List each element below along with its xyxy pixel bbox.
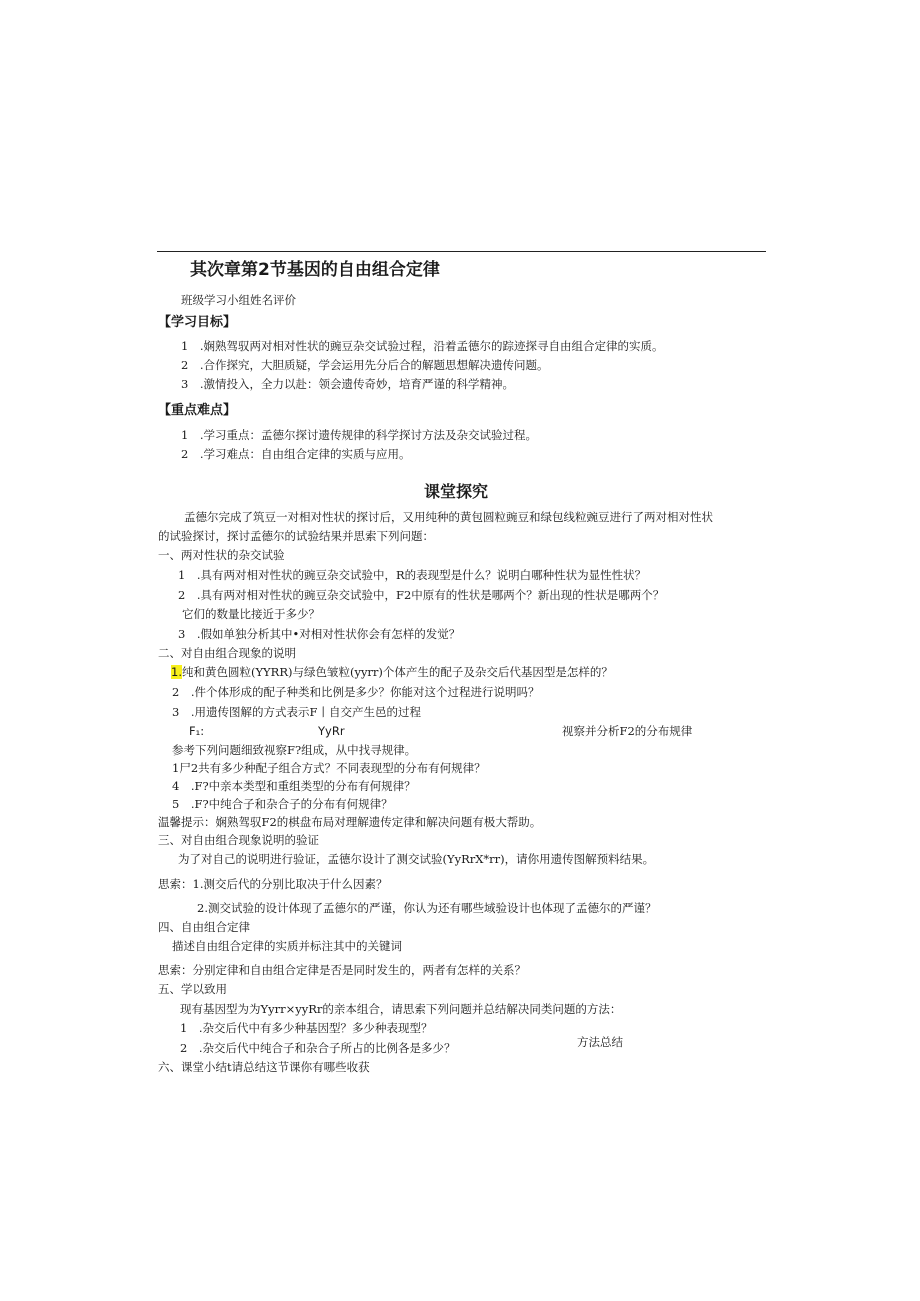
s5-question-2: 2 .杂交后代中纯合子和杂合子所占的比例各是多少？ — [180, 1041, 456, 1055]
s1-question-3: 3 .假如单独分析其中•对相对性状你会有怎样的发觉？ — [178, 627, 461, 641]
top-rule — [157, 251, 766, 252]
observe-note: 视察并分析F2的分布规律 — [562, 724, 693, 738]
s5-paragraph: 现有基因型为为Yyrr×yyRr的亲本组合，请思索下列问题并总结解决同类问题的方法： — [180, 1002, 622, 1016]
key-point-2: 2 .学习难点：自由组合定律的实质与应用。 — [181, 447, 411, 461]
f1-genotype: YyRr — [318, 724, 345, 738]
s4-think: 思索：分别定律和自由组合定律是否是同时发生的，两者有怎样的关系？ — [158, 963, 526, 977]
goals-heading: 【学习目标】 — [158, 315, 237, 330]
class-line: 班级学习小组姓名评价 — [181, 293, 296, 307]
reference-line: 参考下列问题细致视察F?组成，从中找寻规律。 — [172, 743, 417, 757]
page-title: 其次章第2节基因的自由组合定律 — [190, 260, 440, 280]
reference-question-1: 1尸2共有多少种配子组合方式？不同表现型的分布有何规律？ — [172, 761, 486, 775]
goal-item-3: 3 .激情投入，全力以赴：领会遗传奇妙，培育严谨的科学精神。 — [181, 377, 514, 391]
explore-heading: 课堂探究 — [424, 482, 489, 501]
section-4-heading: 四、自由组合定律 — [158, 920, 250, 934]
key-point-1: 1 .学习重点：孟德尔探讨遗传规律的科学探讨方法及杂交试验过程。 — [181, 428, 537, 442]
s5-question-1: 1 .杂交后代中有多少种基因型？多少种表现型？ — [180, 1021, 433, 1035]
key-points-heading: 【重点难点】 — [158, 403, 237, 418]
s4-paragraph: 描述自由组合定律的实质并标注其中的关键词 — [172, 939, 402, 953]
intro-line-1: 孟德尔完成了筑豆一对相对性状的探讨后，又用纯种的黄包圆粒豌豆和绿包线粒豌豆进行了两对相对性状 — [184, 510, 713, 524]
s1-question-1: 1 .具有两对相对性状的豌豆杂交试验中，R的表现型是什么？说明白哪种性状为显性性状？ — [178, 568, 647, 582]
goal-item-2: 2 .合作探究，大胆质疑，学会运用先分后合的解题思想解决遗传问题。 — [181, 358, 549, 372]
s1-question-2a: 2 .具有两对相对性状的豌豆杂交试验中，F2中原有的性状是哪两个？新出现的性状是哪两个？ — [178, 588, 665, 602]
section-1-heading: 一、两对性状的杂交试验 — [158, 548, 285, 562]
highlight-mark: 1. — [171, 665, 182, 679]
section-3-heading: 三、对自由组合现象说明的验证 — [158, 833, 319, 847]
s3-think-1: 思索：1.测交后代的分别比取决于什么因素？ — [158, 877, 388, 891]
s2-question-1-text: 纯和黄色圆粒(YYRR)与绿色皱粒(yyrr)个体产生的配子及杂交后代基因型是怎样的？ — [181, 665, 613, 679]
s3-think-2: 2.测交试验的设计体现了孟德尔的严谨，你认为还有哪些域验设计也体现了孟德尔的严谨？ — [197, 901, 657, 915]
s2-question-2: 2 .件个体形成的配子种类和比例是多少？你能对这个过程进行说明吗？ — [172, 685, 540, 699]
s2-question-1 — [171, 664, 613, 680]
s2-question-3: 3 .用遗传图解的方式表示F丨自交产生邑的过程 — [172, 705, 421, 719]
s1-question-2b: 它们的数量比接近于多少？ — [182, 607, 320, 621]
section-5-heading: 五、学以致用 — [158, 982, 227, 996]
intro-line-2: 的试验探讨，探讨孟德尔的试验结果并思索下列问题： — [158, 529, 434, 543]
section-2-heading: 二、对自由组合现象的说明 — [158, 646, 296, 660]
tip-line: 温馨提示：娴熟驾驭F2的棋盘布局对理解遗传定律和解决问题有极大帮助。 — [158, 815, 542, 829]
f1-label: F₁: — [189, 724, 205, 738]
goal-item-1: 1 .娴熟驾驭两对相对性状的豌豆杂交试验过程，沿着孟德尔的踪迹探寻自由组合定律的实质。 — [181, 339, 664, 353]
section-6-heading: 六、课堂小结t请总结这节课你有哪些收获 — [158, 1060, 370, 1074]
method-summary-label: 方法总结 — [577, 1035, 623, 1049]
reference-question-5: 5 .F?中纯合子和杂合子的分布有何规律？ — [172, 797, 393, 811]
s3-paragraph: 为了对自己的说明进行验证，孟德尔设计了测交试验(YyRrX*rr)，请你用遗传图解预料结果。 — [178, 852, 655, 866]
reference-question-4: 4 .F?中亲本类型和重组类型的分布有何规律？ — [172, 779, 416, 793]
